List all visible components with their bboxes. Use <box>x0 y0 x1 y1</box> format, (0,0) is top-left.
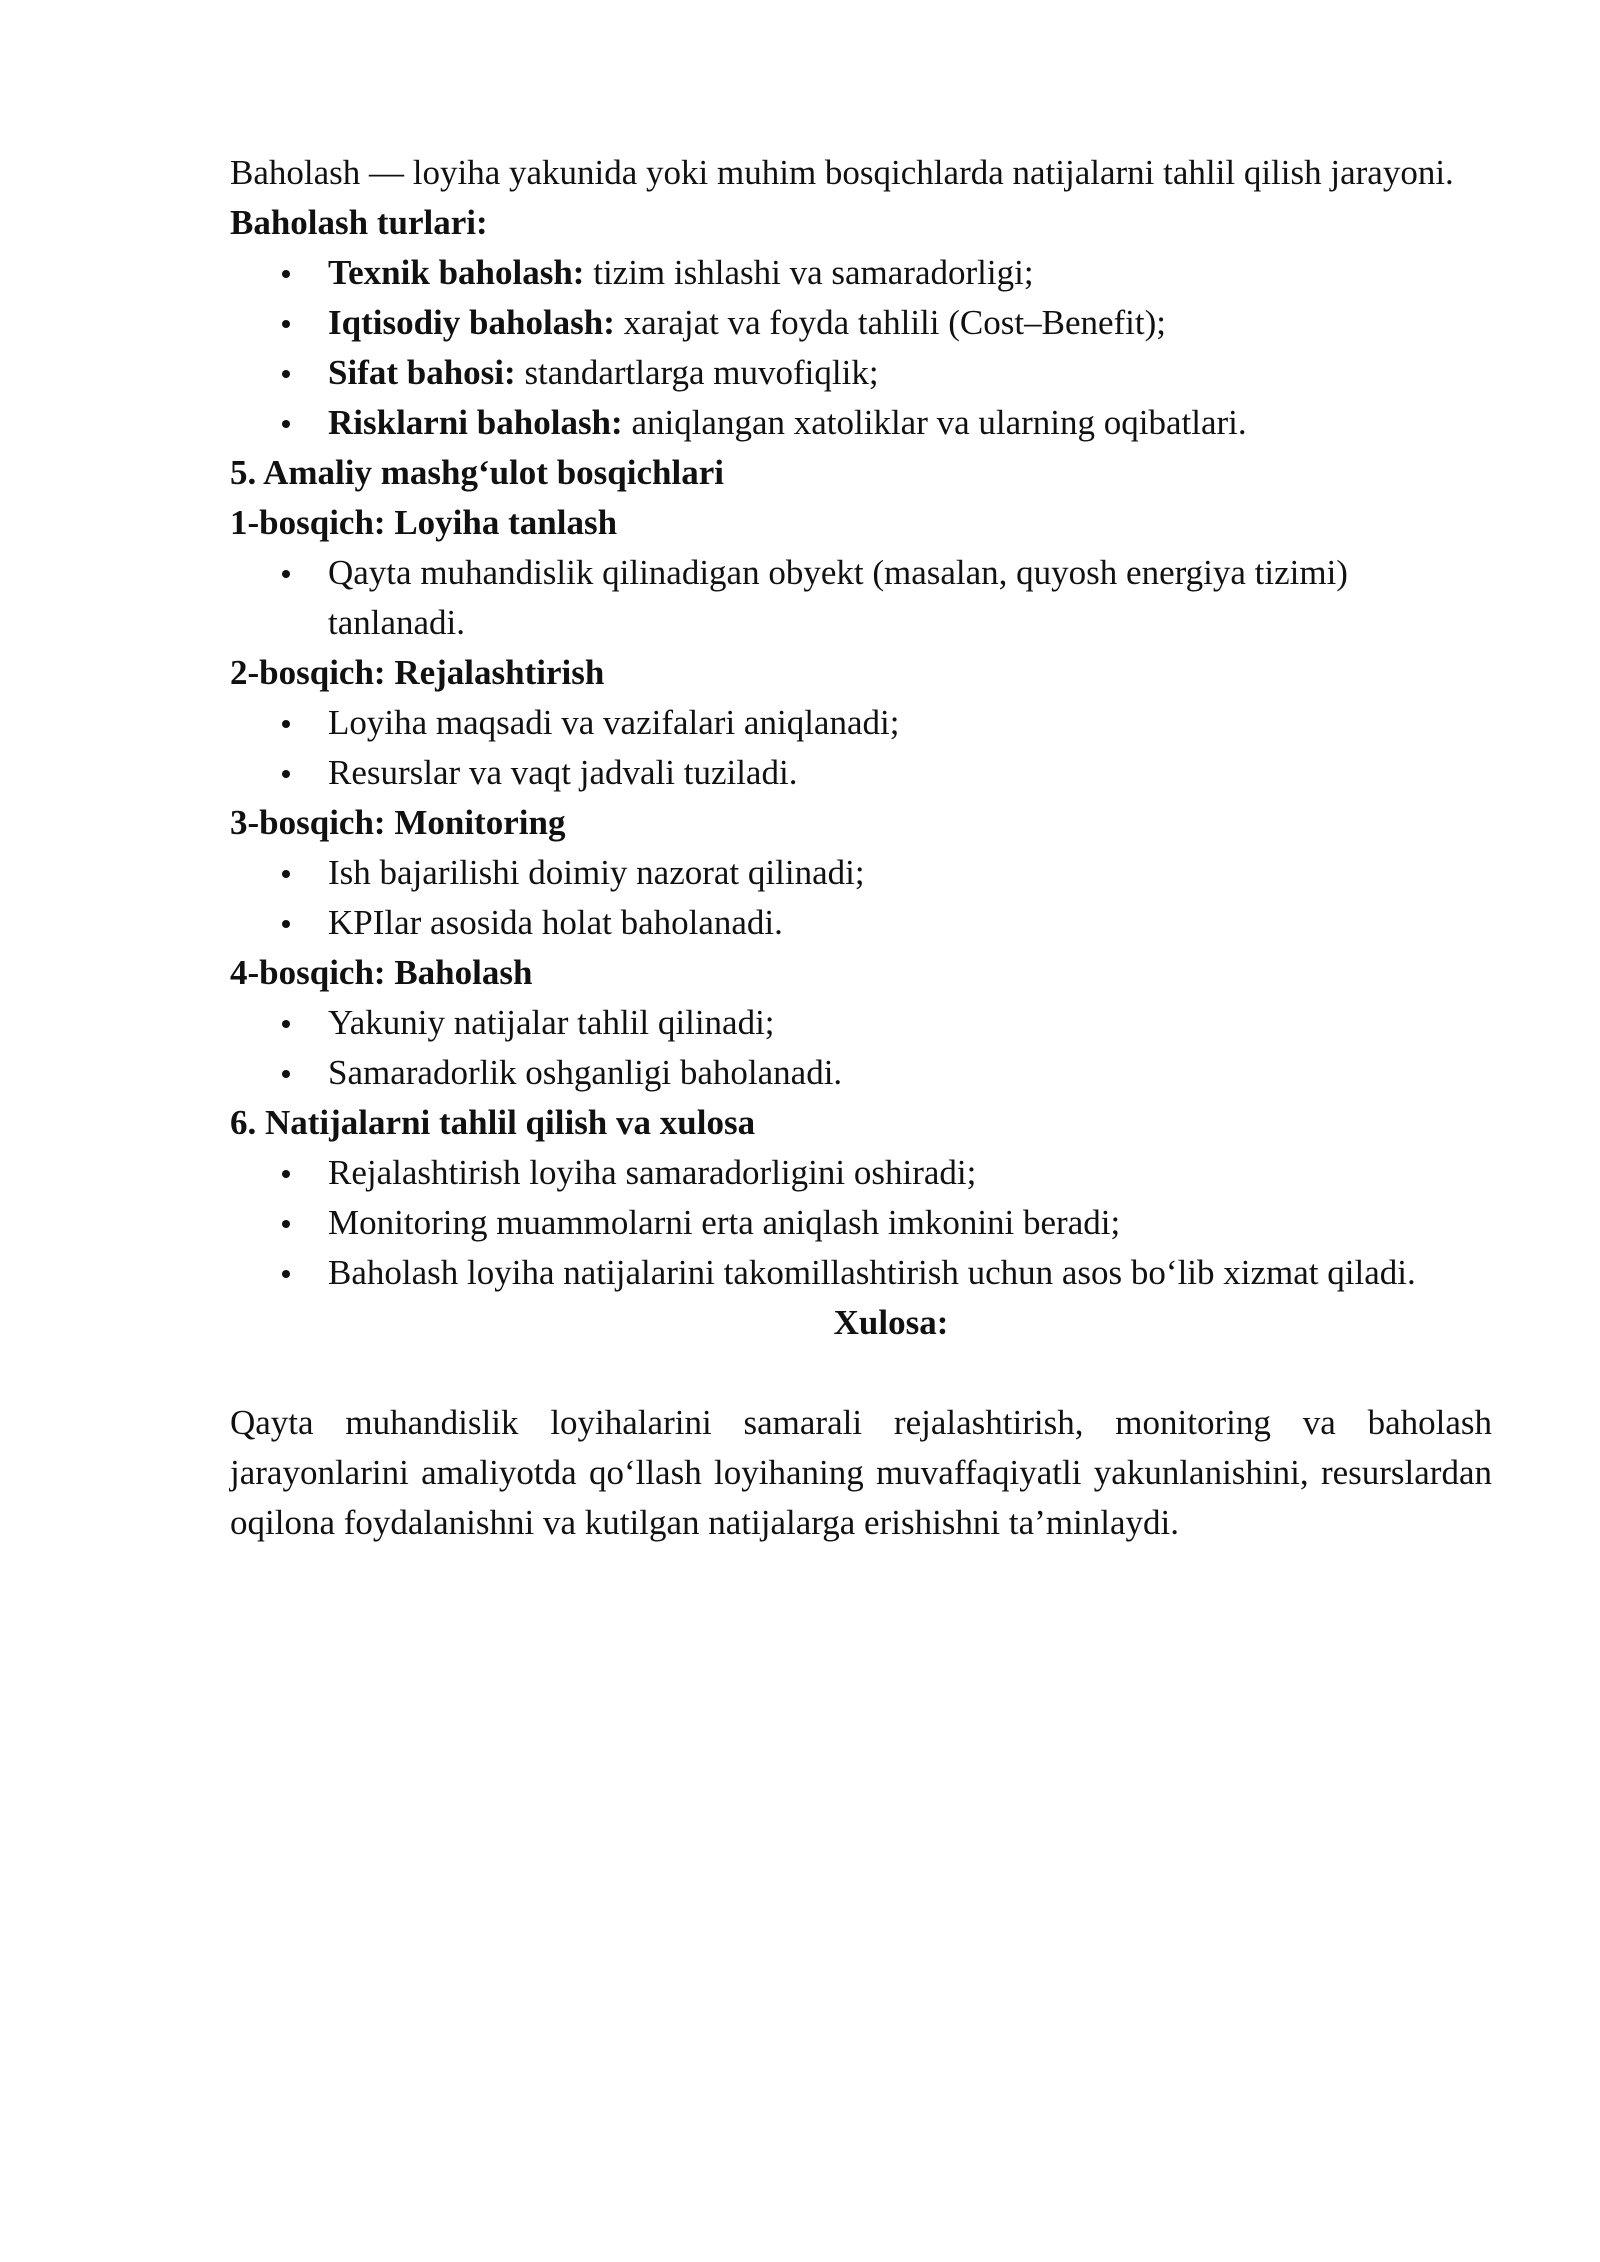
list-item <box>230 698 1492 748</box>
bullet-icon <box>282 1170 290 1178</box>
list-item <box>230 998 1492 1048</box>
conclusion-paragraph: Qayta muhandislik loyihalarini samarali rejalashtirish, monitoring va baholash jarayonlarini amaliyotda qo‘llash loyihaning muvaffaqiyatli yakunlanishini, resurslardan oqilona foydalanishni va kutilgan natijalarga erishishni ta’minlaydi. <box>230 1403 1492 1542</box>
bullet-icon <box>282 920 290 928</box>
step-4-heading: 4-bosqich: Baholash <box>230 953 533 992</box>
bullet-icon <box>282 1020 290 1028</box>
step-4-list <box>230 998 1492 1098</box>
bullet-icon <box>282 320 290 328</box>
step-2-heading: 2-bosqich: Rejalashtirish <box>230 653 605 692</box>
term-label: Texnik baholash: <box>328 253 585 292</box>
term-label: Iqtisodiy baholash: <box>328 303 615 342</box>
list-item-text: Samaradorlik oshganligi baholanadi. <box>328 1053 843 1092</box>
section-6-list <box>230 1148 1492 1298</box>
term-text: tizim ishlashi va samaradorligi; <box>584 253 1034 292</box>
evaluation-types-list <box>230 248 1492 448</box>
bullet-icon <box>282 1270 290 1278</box>
bullet-icon <box>282 370 290 378</box>
bullet-icon <box>282 720 290 728</box>
term-text: standartlarga muvofiqlik; <box>515 353 879 392</box>
term-label: Risklarni baholash: <box>328 403 623 442</box>
list-item <box>230 1248 1492 1298</box>
evaluation-types-heading: Baholash turlari: <box>230 203 488 242</box>
list-item <box>230 1048 1492 1098</box>
list-item <box>230 1148 1492 1198</box>
list-item-text: Yakuniy natijalar tahlil qilinadi; <box>328 1003 775 1042</box>
list-item-text: Loyiha maqsadi va vazifalari aniqlanadi; <box>328 703 900 742</box>
bullet-icon <box>282 420 290 428</box>
conclusion-heading: Xulosa: <box>833 1303 949 1342</box>
list-item <box>230 748 1492 798</box>
step-3-list <box>230 848 1492 948</box>
step-1-list <box>230 548 1492 648</box>
document-body <box>230 148 1492 1548</box>
list-item <box>230 298 1492 348</box>
list-item-text: Qayta muhandislik qilinadigan obyekt (masalan, quyosh energiya tizimi) tanlanadi. <box>328 553 1348 642</box>
list-item <box>230 248 1492 298</box>
list-item <box>230 898 1492 948</box>
list-item <box>230 348 1492 398</box>
term-label: Sifat bahosi: <box>328 353 516 392</box>
term-text: xarajat va foyda tahlili (Cost–Benefit); <box>614 303 1167 342</box>
bullet-icon <box>282 1070 290 1078</box>
list-item <box>230 848 1492 898</box>
step-2-list <box>230 698 1492 798</box>
list-item <box>230 548 1492 648</box>
section-5-heading: 5. Amaliy mashg‘ulot bosqichlari <box>230 453 724 492</box>
list-item-text: Ish bajarilishi doimiy nazorat qilinadi; <box>328 853 865 892</box>
list-item-text: Baholash loyiha natijalarini takomillashtirish uchun asos bo‘lib xizmat qiladi. <box>328 1253 1416 1292</box>
list-item <box>230 398 1492 448</box>
intro-paragraph: Baholash — loyiha yakunida yoki muhim bosqichlarda natijalarni tahlil qilish jarayoni. <box>230 153 1454 192</box>
bullet-icon <box>282 570 290 578</box>
section-6-heading: 6. Natijalarni tahlil qilish va xulosa <box>230 1103 756 1142</box>
list-item-text: KPIlar asosida holat baholanadi. <box>328 903 783 942</box>
list-item-text: Monitoring muammolarni erta aniqlash imkonini beradi; <box>328 1203 1121 1242</box>
step-3-heading: 3-bosqich: Monitoring <box>230 803 566 842</box>
bullet-icon <box>282 770 290 778</box>
list-item <box>230 1198 1492 1248</box>
list-item-text: Resurslar va vaqt jadvali tuziladi. <box>328 753 798 792</box>
term-text: aniqlangan xatoliklar va ularning oqibatlari. <box>622 403 1247 442</box>
step-1-heading: 1-bosqich: Loyiha tanlash <box>230 503 618 542</box>
paragraph-spacer <box>230 1348 1492 1398</box>
bullet-icon <box>282 1220 290 1228</box>
bullet-icon <box>282 270 290 278</box>
bullet-icon <box>282 870 290 878</box>
list-item-text: Rejalashtirish loyiha samaradorligini oshiradi; <box>328 1153 977 1192</box>
